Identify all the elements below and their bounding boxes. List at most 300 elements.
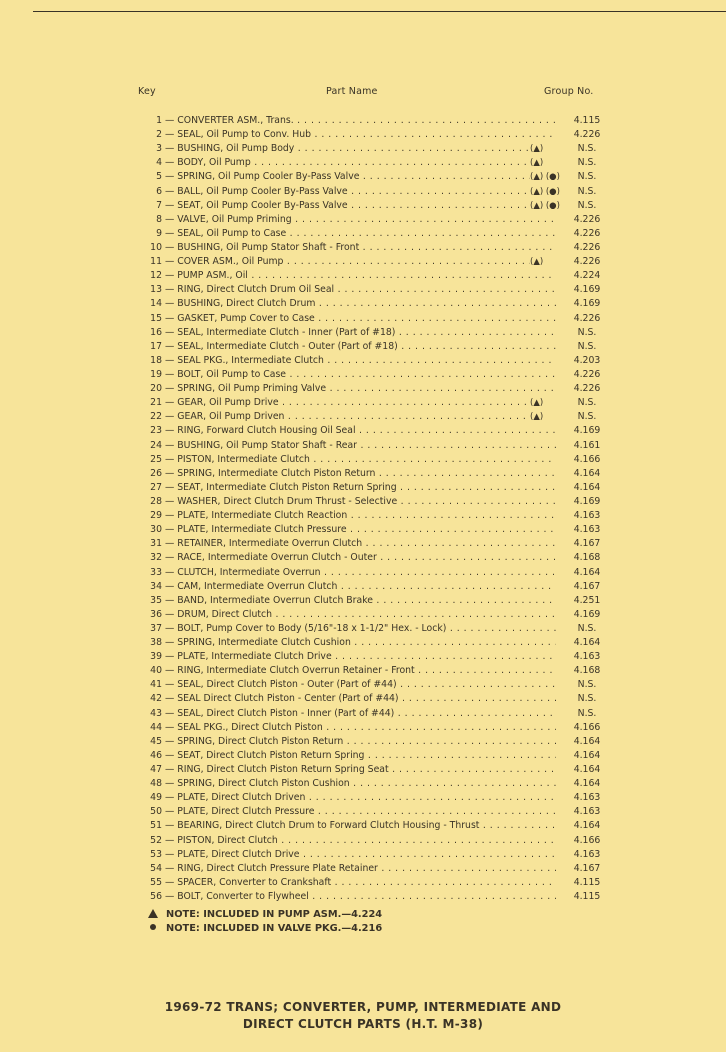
part-group-number: 4.167 bbox=[573, 862, 601, 874]
part-row bbox=[140, 481, 606, 495]
part-row bbox=[140, 382, 606, 396]
part-dash: — bbox=[165, 665, 178, 677]
part-name bbox=[165, 650, 556, 664]
part-group-number: 4.251 bbox=[573, 594, 601, 606]
part-name bbox=[165, 481, 556, 495]
part-name bbox=[165, 410, 556, 424]
part-key-number: 43 bbox=[150, 707, 162, 719]
part-row bbox=[140, 509, 606, 523]
part-row bbox=[140, 495, 606, 509]
part-name-text: PLATE, Intermediate Clutch Pressure bbox=[177, 524, 347, 536]
part-row bbox=[140, 283, 606, 297]
part-row bbox=[140, 890, 606, 904]
part-row bbox=[140, 721, 606, 735]
part-name-text: CLUTCH, Intermediate Overrun bbox=[177, 566, 321, 578]
part-name bbox=[165, 834, 556, 848]
part-dash: — bbox=[165, 241, 178, 253]
part-group-number: 4.169 bbox=[573, 425, 601, 437]
part-group-number: 4.226 bbox=[573, 227, 601, 239]
part-name-text: RING, Direct Clutch Piston Return Spring Seat bbox=[177, 764, 389, 776]
part-name bbox=[165, 467, 556, 481]
part-group-number: N.S. bbox=[577, 707, 597, 719]
part-inclusion-mark: (▲) (●) bbox=[530, 172, 560, 183]
part-group-number: 4.164 bbox=[573, 467, 601, 479]
part-name-text: SPRING, Intermediate Clutch Cushion bbox=[177, 637, 351, 649]
part-row bbox=[140, 707, 606, 721]
part-key-number: 29 bbox=[150, 510, 162, 522]
part-group-number: N.S. bbox=[577, 143, 597, 155]
part-dash: — bbox=[165, 115, 178, 126]
part-name bbox=[165, 566, 556, 580]
part-name bbox=[165, 876, 556, 890]
part-name-text: SEAL, Intermediate Clutch - Inner (Part of #18) bbox=[177, 326, 396, 338]
part-name bbox=[165, 749, 556, 763]
part-key-number: 3 bbox=[156, 143, 162, 155]
part-key-number: 9 bbox=[156, 227, 162, 239]
part-dash: — bbox=[165, 481, 178, 493]
part-group-number: 4.115 bbox=[573, 115, 601, 126]
part-name bbox=[165, 453, 556, 467]
title-line-1: 1969-72 TRANS; CONVERTER, PUMP, INTERMEDIATE AND bbox=[164, 1000, 562, 1014]
part-group-number: 4.169 bbox=[573, 608, 601, 620]
part-dash: — bbox=[165, 622, 178, 634]
part-name-text: BOLT, Oil Pump to Case bbox=[177, 368, 287, 380]
part-name bbox=[165, 495, 556, 509]
part-key-number: 51 bbox=[150, 820, 162, 832]
part-dash: — bbox=[165, 425, 178, 437]
part-dash: — bbox=[165, 735, 178, 747]
part-name-text: SPRING, Direct Clutch Piston Cushion bbox=[177, 778, 350, 790]
part-name-text: BOLT, Pump Cover to Body (5/16"-18 x 1-1/2" Hex. - Lock) bbox=[177, 622, 447, 634]
part-group-number: 4.226 bbox=[573, 256, 601, 268]
part-row bbox=[140, 340, 606, 354]
part-key-number: 46 bbox=[150, 749, 162, 761]
part-key-number: 32 bbox=[150, 552, 162, 564]
part-name bbox=[165, 664, 556, 678]
part-name-text: SPRING, Direct Clutch Piston Return bbox=[177, 735, 344, 747]
part-dash: — bbox=[165, 270, 178, 282]
part-dash: — bbox=[165, 256, 178, 268]
part-name-text: PISTON, Intermediate Clutch bbox=[177, 453, 310, 465]
part-dash: — bbox=[165, 721, 178, 733]
part-name-text: SEAL Direct Clutch Piston - Center (Part of #44) bbox=[177, 693, 399, 705]
part-row bbox=[140, 142, 606, 156]
part-group-number: 4.166 bbox=[573, 453, 601, 465]
part-group-number: 4.168 bbox=[573, 665, 601, 677]
part-dash: — bbox=[165, 298, 178, 310]
part-name bbox=[165, 199, 556, 213]
part-row bbox=[140, 269, 606, 283]
part-name bbox=[165, 185, 556, 199]
part-key-number: 30 bbox=[150, 524, 162, 536]
key-column-header: Key bbox=[138, 86, 156, 97]
part-row bbox=[140, 678, 606, 692]
part-group-number: 4.164 bbox=[573, 778, 601, 790]
part-group-number: 4.115 bbox=[573, 891, 601, 903]
part-name bbox=[165, 791, 556, 805]
part-dash: — bbox=[165, 524, 178, 536]
part-name bbox=[165, 255, 556, 269]
part-name-text: CONVERTER ASM., Trans. bbox=[177, 115, 294, 126]
part-dash: — bbox=[165, 185, 178, 197]
part-name bbox=[165, 862, 556, 876]
part-name bbox=[165, 721, 556, 735]
part-dash: — bbox=[165, 383, 178, 395]
part-key-number: 52 bbox=[150, 834, 162, 846]
part-name bbox=[165, 156, 556, 170]
part-key-number: 47 bbox=[150, 764, 162, 776]
part-group-number: 4.164 bbox=[573, 566, 601, 578]
part-dash: — bbox=[165, 312, 178, 324]
part-inclusion-mark: (▲) (●) bbox=[530, 186, 560, 197]
part-dash: — bbox=[165, 227, 178, 239]
part-inclusion-mark: (▲) (●) bbox=[530, 200, 560, 211]
part-dash: — bbox=[165, 876, 178, 888]
part-dash: — bbox=[165, 284, 178, 296]
part-dash: — bbox=[165, 326, 178, 338]
part-name-text: SEAL PKG., Intermediate Clutch bbox=[177, 354, 324, 366]
part-dash: — bbox=[165, 566, 178, 578]
part-row bbox=[140, 453, 606, 467]
part-name-text: SPRING, Oil Pump Cooler By-Pass Valve bbox=[177, 171, 360, 183]
part-key-number: 37 bbox=[150, 622, 162, 634]
part-row bbox=[140, 354, 606, 368]
part-dash: — bbox=[165, 778, 178, 790]
part-row bbox=[140, 650, 606, 664]
part-name-text: SEAT, Intermediate Clutch Piston Return Spring bbox=[177, 481, 397, 493]
part-key-number: 36 bbox=[150, 608, 162, 620]
note-text: NOTE: INCLUDED IN PUMP ASM.—4.224 bbox=[166, 909, 383, 920]
part-key-number: 35 bbox=[150, 594, 162, 606]
part-row bbox=[140, 255, 606, 269]
part-key-number: 20 bbox=[150, 383, 162, 395]
part-row bbox=[140, 819, 606, 833]
part-key-number: 27 bbox=[150, 481, 162, 493]
part-name-text: PUMP ASM., Oil bbox=[177, 270, 248, 282]
part-name-text: BEARING, Direct Clutch Drum to Forward Clutch Housing - Thrust bbox=[177, 820, 480, 832]
part-row bbox=[140, 368, 606, 382]
part-group-number: 4.168 bbox=[573, 552, 601, 564]
note-line bbox=[148, 922, 382, 936]
part-name-text: BOLT, Converter to Flywheel bbox=[177, 891, 309, 903]
part-name bbox=[165, 509, 556, 523]
part-key-number: 42 bbox=[150, 693, 162, 705]
part-name-text: CAM, Intermediate Overrun Clutch bbox=[177, 580, 338, 592]
part-name bbox=[165, 142, 556, 156]
part-key-number: 55 bbox=[150, 876, 162, 888]
part-key-number: 31 bbox=[150, 538, 162, 550]
part-name bbox=[165, 523, 556, 537]
part-key-number: 28 bbox=[150, 495, 162, 507]
part-group-number: 4.161 bbox=[573, 439, 601, 451]
part-name-text: BUSHING, Oil Pump Stator Shaft - Rear bbox=[177, 439, 357, 451]
part-name bbox=[165, 608, 556, 622]
part-key-number: 56 bbox=[150, 891, 162, 903]
part-group-number: N.S. bbox=[577, 397, 597, 409]
part-name-text: RING, Direct Clutch Pressure Plate Retainer bbox=[177, 862, 378, 874]
part-group-number: N.S. bbox=[577, 326, 597, 338]
part-row bbox=[140, 791, 606, 805]
part-row bbox=[140, 580, 606, 594]
part-name bbox=[165, 170, 556, 184]
part-dash: — bbox=[165, 806, 178, 818]
part-group-number: 4.166 bbox=[573, 834, 601, 846]
part-name-text: PLATE, Intermediate Clutch Reaction bbox=[177, 510, 348, 522]
part-key-number: 16 bbox=[150, 326, 162, 338]
part-row bbox=[140, 467, 606, 481]
part-name bbox=[165, 439, 556, 453]
part-group-number: N.S. bbox=[577, 679, 597, 691]
part-row bbox=[140, 170, 606, 184]
part-dash: — bbox=[165, 891, 178, 903]
part-row bbox=[140, 114, 606, 128]
part-name-text: BAND, Intermediate Overrun Clutch Brake bbox=[177, 594, 373, 606]
part-key-number: 5 bbox=[156, 171, 162, 183]
part-group-number: 4.164 bbox=[573, 749, 601, 761]
part-key-number: 6 bbox=[156, 185, 162, 197]
part-row bbox=[140, 608, 606, 622]
part-group-number: N.S. bbox=[577, 622, 597, 634]
part-inclusion-mark: (▲) bbox=[530, 255, 560, 269]
part-key-number: 23 bbox=[150, 425, 162, 437]
part-group-number: 4.226 bbox=[573, 312, 601, 324]
part-row bbox=[140, 326, 606, 340]
part-name bbox=[165, 312, 556, 326]
part-key-number: 18 bbox=[150, 354, 162, 366]
part-key-number: 48 bbox=[150, 778, 162, 790]
note-text: NOTE: INCLUDED IN VALVE PKG.—4.216 bbox=[166, 923, 383, 934]
part-key-number: 14 bbox=[150, 298, 162, 310]
part-name bbox=[165, 819, 556, 833]
part-name bbox=[165, 678, 556, 692]
part-name bbox=[165, 326, 556, 340]
part-name bbox=[165, 424, 556, 438]
part-name-text: GASKET, Pump Cover to Case bbox=[177, 312, 315, 324]
part-name bbox=[165, 128, 556, 142]
part-dash: — bbox=[165, 637, 178, 649]
part-group-number: 4.169 bbox=[573, 284, 601, 296]
part-inclusion-mark: (▲) bbox=[530, 410, 560, 424]
part-key-number: 7 bbox=[156, 199, 162, 211]
part-row bbox=[140, 396, 606, 410]
part-name bbox=[165, 848, 556, 862]
part-name bbox=[165, 622, 556, 636]
part-group-number: 4.164 bbox=[573, 820, 601, 832]
part-name-text: PLATE, Direct Clutch Pressure bbox=[177, 806, 315, 818]
part-name-text: GEAR, Oil Pump Drive bbox=[177, 397, 279, 409]
part-dash: — bbox=[165, 834, 178, 846]
part-name-text: WASHER, Direct Clutch Drum Thrust - Selective bbox=[177, 495, 398, 507]
part-dash: — bbox=[165, 764, 178, 776]
part-dash: — bbox=[165, 199, 178, 211]
part-group-number: 4.224 bbox=[573, 270, 601, 282]
parts-list bbox=[140, 114, 606, 904]
part-dash: — bbox=[165, 171, 178, 183]
part-key-number: 45 bbox=[150, 735, 162, 747]
part-row bbox=[140, 523, 606, 537]
part-name-text: RING, Direct Clutch Drum Oil Seal bbox=[177, 284, 335, 296]
part-name bbox=[165, 805, 556, 819]
part-name-text: RING, Forward Clutch Housing Oil Seal bbox=[177, 425, 356, 437]
part-dash: — bbox=[165, 129, 178, 141]
note-line bbox=[148, 908, 382, 922]
part-name bbox=[165, 269, 556, 283]
part-key-number: 54 bbox=[150, 862, 162, 874]
part-name-text: SPRING, Oil Pump Priming Valve bbox=[177, 383, 327, 395]
part-row bbox=[140, 185, 606, 199]
part-name bbox=[165, 241, 556, 255]
part-key-number: 17 bbox=[150, 340, 162, 352]
part-group-number: 4.164 bbox=[573, 637, 601, 649]
part-name-text: COVER ASM., Oil Pump bbox=[177, 256, 284, 268]
part-name bbox=[165, 777, 556, 791]
part-name bbox=[165, 594, 556, 608]
part-key-number: 4 bbox=[156, 157, 162, 169]
part-name bbox=[165, 537, 556, 551]
part-row bbox=[140, 566, 606, 580]
page-title bbox=[0, 999, 726, 1033]
part-key-number: 13 bbox=[150, 284, 162, 296]
part-row bbox=[140, 128, 606, 142]
part-row bbox=[140, 876, 606, 890]
part-name bbox=[165, 735, 556, 749]
part-name-text: PLATE, Direct Clutch Drive bbox=[177, 848, 300, 860]
part-key-number: 2 bbox=[156, 129, 162, 141]
triangle-icon bbox=[148, 909, 158, 918]
part-row bbox=[140, 735, 606, 749]
part-row bbox=[140, 664, 606, 678]
part-row bbox=[140, 551, 606, 565]
part-dash: — bbox=[165, 580, 178, 592]
part-group-number: 4.166 bbox=[573, 721, 601, 733]
part-group-number: 4.164 bbox=[573, 735, 601, 747]
part-name-text: SEAL, Direct Clutch Piston - Outer (Part of #44) bbox=[177, 679, 397, 691]
part-name-text: PISTON, Direct Clutch bbox=[177, 834, 278, 846]
part-key-number: 22 bbox=[150, 411, 162, 423]
part-row bbox=[140, 594, 606, 608]
part-row bbox=[140, 241, 606, 255]
part-row bbox=[140, 763, 606, 777]
part-key-number: 26 bbox=[150, 467, 162, 479]
part-dash: — bbox=[165, 495, 178, 507]
part-group-number: N.S. bbox=[577, 693, 597, 705]
part-group-number: 4.167 bbox=[573, 538, 601, 550]
part-key-number: 49 bbox=[150, 792, 162, 804]
notes bbox=[148, 908, 382, 936]
part-row bbox=[140, 312, 606, 326]
part-key-number: 24 bbox=[150, 439, 162, 451]
part-name-text: RING, Intermediate Clutch Overrun Retainer - Front bbox=[177, 665, 415, 677]
part-name bbox=[165, 297, 556, 311]
group-no-column-header: Group No. bbox=[544, 86, 594, 97]
part-name bbox=[165, 636, 556, 650]
part-dash: — bbox=[165, 368, 178, 380]
part-name-text: PLATE, Direct Clutch Driven bbox=[177, 792, 306, 804]
part-group-number: 4.226 bbox=[573, 129, 601, 141]
part-group-number: 4.163 bbox=[573, 792, 601, 804]
part-group-number: N.S. bbox=[577, 340, 597, 352]
part-row bbox=[140, 805, 606, 819]
part-row bbox=[140, 636, 606, 650]
part-key-number: 34 bbox=[150, 580, 162, 592]
part-key-number: 33 bbox=[150, 566, 162, 578]
part-name bbox=[165, 213, 556, 227]
part-group-number: 4.167 bbox=[573, 580, 601, 592]
part-dash: — bbox=[165, 679, 178, 691]
part-key-number: 50 bbox=[150, 806, 162, 818]
part-inclusion-mark: (▲) bbox=[530, 396, 560, 410]
part-name bbox=[165, 114, 556, 128]
part-group-number: 4.226 bbox=[573, 383, 601, 395]
part-group-number: 4.163 bbox=[573, 510, 601, 522]
part-name-text: PLATE, Intermediate Clutch Drive bbox=[177, 651, 332, 663]
part-group-number: 4.203 bbox=[573, 354, 601, 366]
part-row bbox=[140, 777, 606, 791]
part-row bbox=[140, 834, 606, 848]
part-group-number: 4.226 bbox=[573, 213, 601, 225]
dot-icon bbox=[150, 924, 156, 930]
part-key-number: 40 bbox=[150, 665, 162, 677]
part-row bbox=[140, 692, 606, 706]
part-name-text: SPRING, Intermediate Clutch Piston Return bbox=[177, 467, 376, 479]
part-dash: — bbox=[165, 651, 178, 663]
part-name-text: RACE, Intermediate Overrun Clutch - Outer bbox=[177, 552, 377, 564]
part-name bbox=[165, 354, 556, 368]
part-name-text: BUSHING, Oil Pump Stator Shaft - Front bbox=[177, 241, 360, 253]
part-dash: — bbox=[165, 707, 178, 719]
part-name-text: SEAL, Direct Clutch Piston - Inner (Part of #44) bbox=[177, 707, 395, 719]
part-key-number: 19 bbox=[150, 368, 162, 380]
part-dash: — bbox=[165, 510, 178, 522]
part-name-text: GEAR, Oil Pump Driven bbox=[177, 411, 285, 423]
part-inclusion-mark: (▲) bbox=[530, 156, 560, 170]
part-group-number: 4.163 bbox=[573, 524, 601, 536]
part-key-number: 21 bbox=[150, 397, 162, 409]
part-row bbox=[140, 424, 606, 438]
part-key-number: 10 bbox=[150, 241, 162, 253]
part-row bbox=[140, 862, 606, 876]
part-group-number: 4.163 bbox=[573, 651, 601, 663]
part-name-text: SPACER, Converter to Crankshaft bbox=[177, 876, 332, 888]
part-key-number: 12 bbox=[150, 270, 162, 282]
part-row bbox=[140, 749, 606, 763]
part-group-number: N.S. bbox=[577, 185, 597, 197]
part-name bbox=[165, 227, 556, 241]
part-dash: — bbox=[165, 538, 178, 550]
part-row bbox=[140, 848, 606, 862]
part-dash: — bbox=[165, 693, 178, 705]
part-key-number: 25 bbox=[150, 453, 162, 465]
part-key-number: 8 bbox=[156, 213, 162, 225]
part-group-number: 4.164 bbox=[573, 481, 601, 493]
part-name-text: BALL, Oil Pump Cooler By-Pass Valve bbox=[177, 185, 348, 197]
part-dash: — bbox=[165, 397, 178, 409]
part-name-text: DRUM, Direct Clutch bbox=[177, 608, 273, 620]
part-name-column-header: Part Name bbox=[326, 86, 378, 97]
part-name bbox=[165, 382, 556, 396]
title-line-2: DIRECT CLUTCH PARTS (H.T. M-38) bbox=[242, 1017, 484, 1031]
part-name bbox=[165, 692, 556, 706]
part-name-text: BUSHING, Direct Clutch Drum bbox=[177, 298, 316, 310]
part-name-text: BODY, Oil Pump bbox=[177, 157, 251, 169]
part-name-text: SEAT, Direct Clutch Piston Return Spring bbox=[177, 749, 365, 761]
part-dash: — bbox=[165, 792, 178, 804]
part-row bbox=[140, 156, 606, 170]
part-name-text: RETAINER, Intermediate Overrun Clutch bbox=[177, 538, 363, 550]
part-key-number: 11 bbox=[150, 256, 162, 268]
part-row bbox=[140, 622, 606, 636]
part-dash: — bbox=[165, 848, 178, 860]
